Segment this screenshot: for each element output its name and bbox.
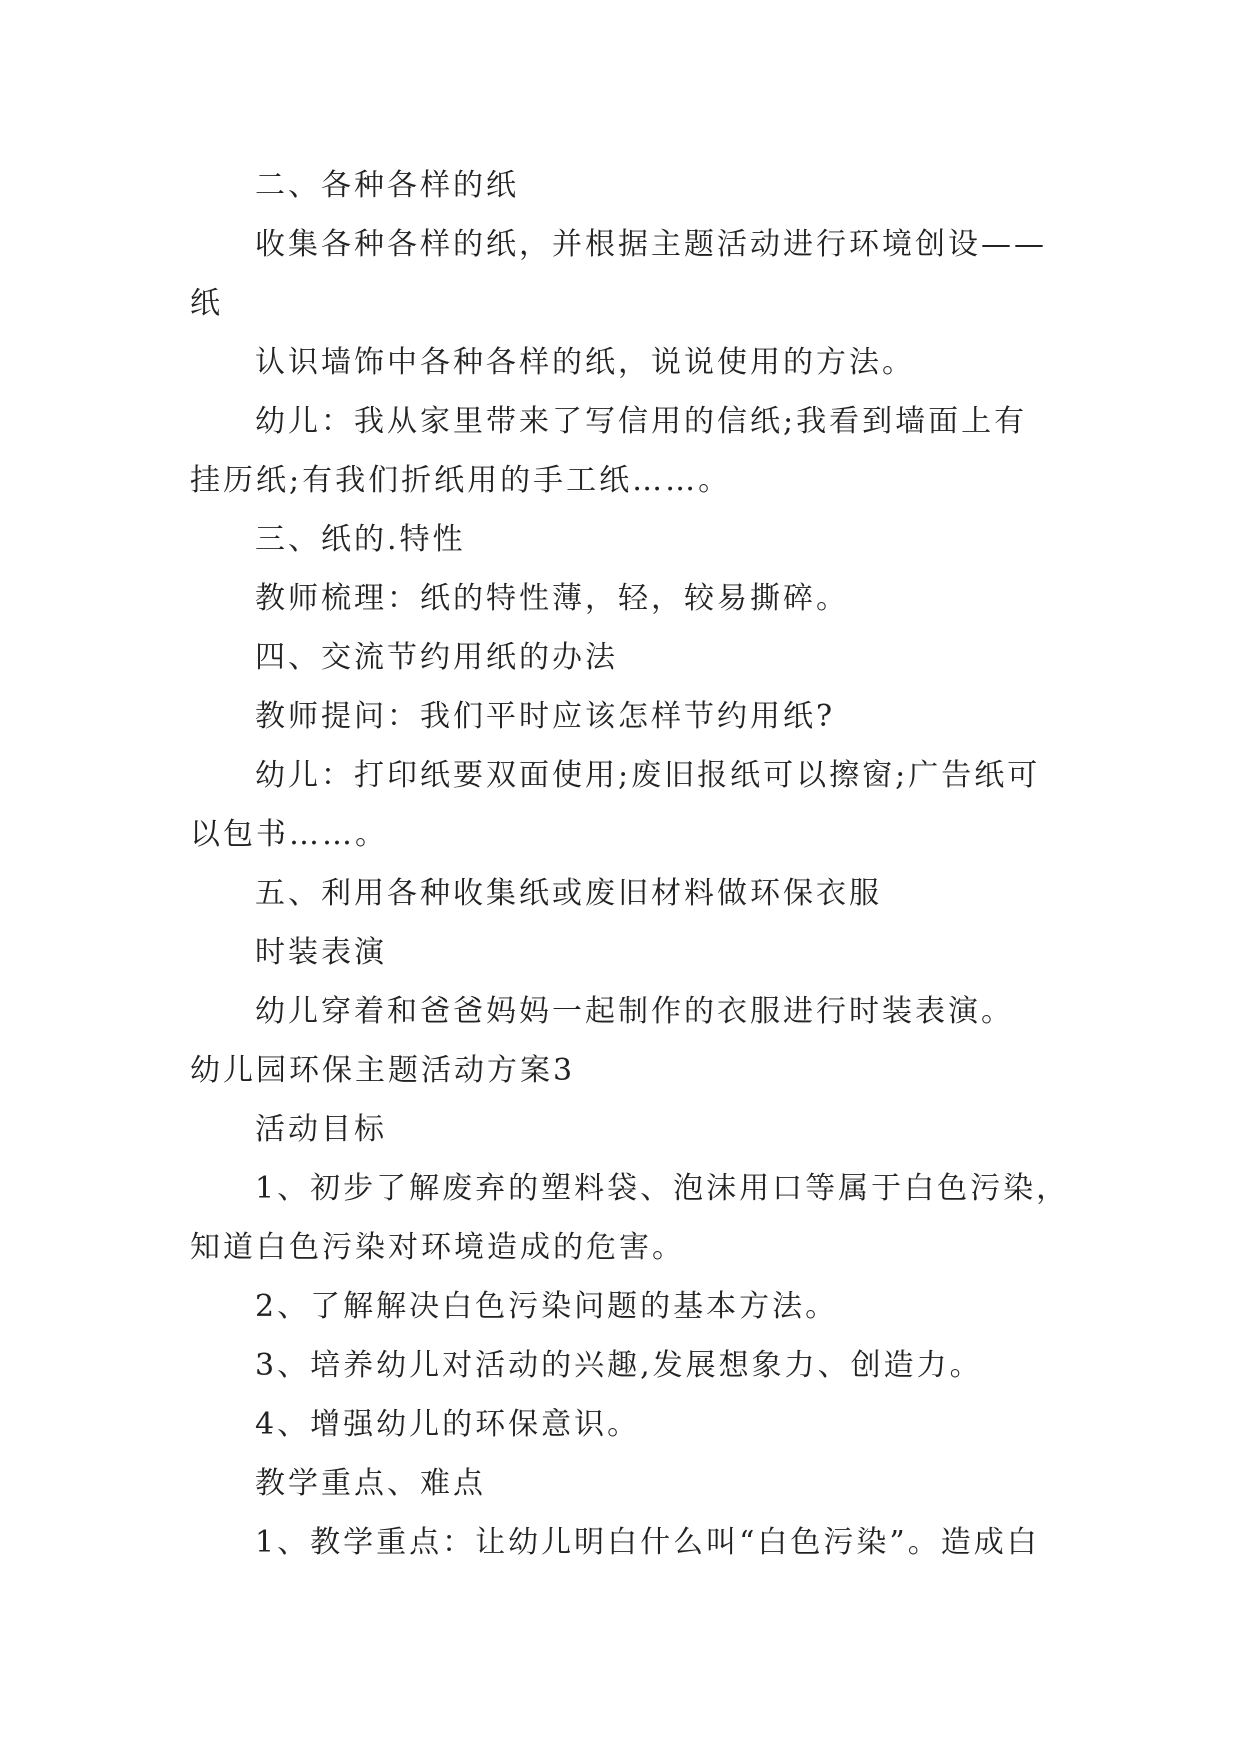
list-item: 2、了解解决白色污染问题的基本方法。 bbox=[255, 1289, 839, 1324]
paragraph-line: 教师梳理：纸的特性薄，轻，较易撕碎。 bbox=[255, 581, 849, 616]
section-heading-key-points: 教学重点、难点 bbox=[255, 1466, 486, 1501]
paragraph-line: 幼儿：打印纸要双面使用;废旧报纸可以擦窗;广告纸可 bbox=[255, 758, 1041, 793]
paragraph-line: 认识墙饰中各种各样的纸，说说使用的方法。 bbox=[255, 345, 915, 380]
list-item: 4、增强幼儿的环保意识。 bbox=[255, 1407, 641, 1442]
paragraph-line: 纸 bbox=[190, 286, 223, 321]
paragraph-line: 收集各种各样的纸，并根据主题活动进行环境创设—— bbox=[255, 227, 1047, 262]
section-heading-saving-paper: 四、交流节约用纸的办法 bbox=[255, 640, 618, 675]
paragraph-line: 幼儿：我从家里带来了写信用的信纸;我看到墙面上有 bbox=[255, 404, 1028, 439]
section-heading-paper-types: 二、各种各样的纸 bbox=[255, 168, 519, 203]
paragraph-line: 时装表演 bbox=[255, 935, 387, 970]
list-item: 3、培养幼儿对活动的兴趣,发展想象力、创造力。 bbox=[255, 1348, 983, 1383]
paragraph-line: 挂历纸;有我们折纸用的手工纸……。 bbox=[190, 463, 732, 498]
list-item: 1、教学重点：让幼儿明白什么叫“白色污染”。造成白 bbox=[255, 1525, 1040, 1560]
section-heading-goals: 活动目标 bbox=[255, 1112, 387, 1147]
list-item: 1、初步了解废弃的塑料袋、泡沫用口等属于白色污染， bbox=[255, 1171, 1070, 1206]
paragraph-line: 以包书……。 bbox=[190, 817, 388, 852]
section-heading-paper-properties: 三、纸的.特性 bbox=[255, 522, 466, 557]
paragraph-line: 幼儿穿着和爸爸妈妈一起制作的衣服进行时装表演。 bbox=[255, 994, 1014, 1029]
section-heading-eco-clothes: 五、利用各种收集纸或废旧材料做环保衣服 bbox=[255, 876, 882, 911]
paragraph-line: 教师提问：我们平时应该怎样节约用纸? bbox=[255, 699, 836, 734]
document-title: 幼儿园环保主题活动方案3 bbox=[190, 1053, 576, 1088]
list-item-continuation: 知道白色污染对环境造成的危害。 bbox=[190, 1230, 685, 1265]
